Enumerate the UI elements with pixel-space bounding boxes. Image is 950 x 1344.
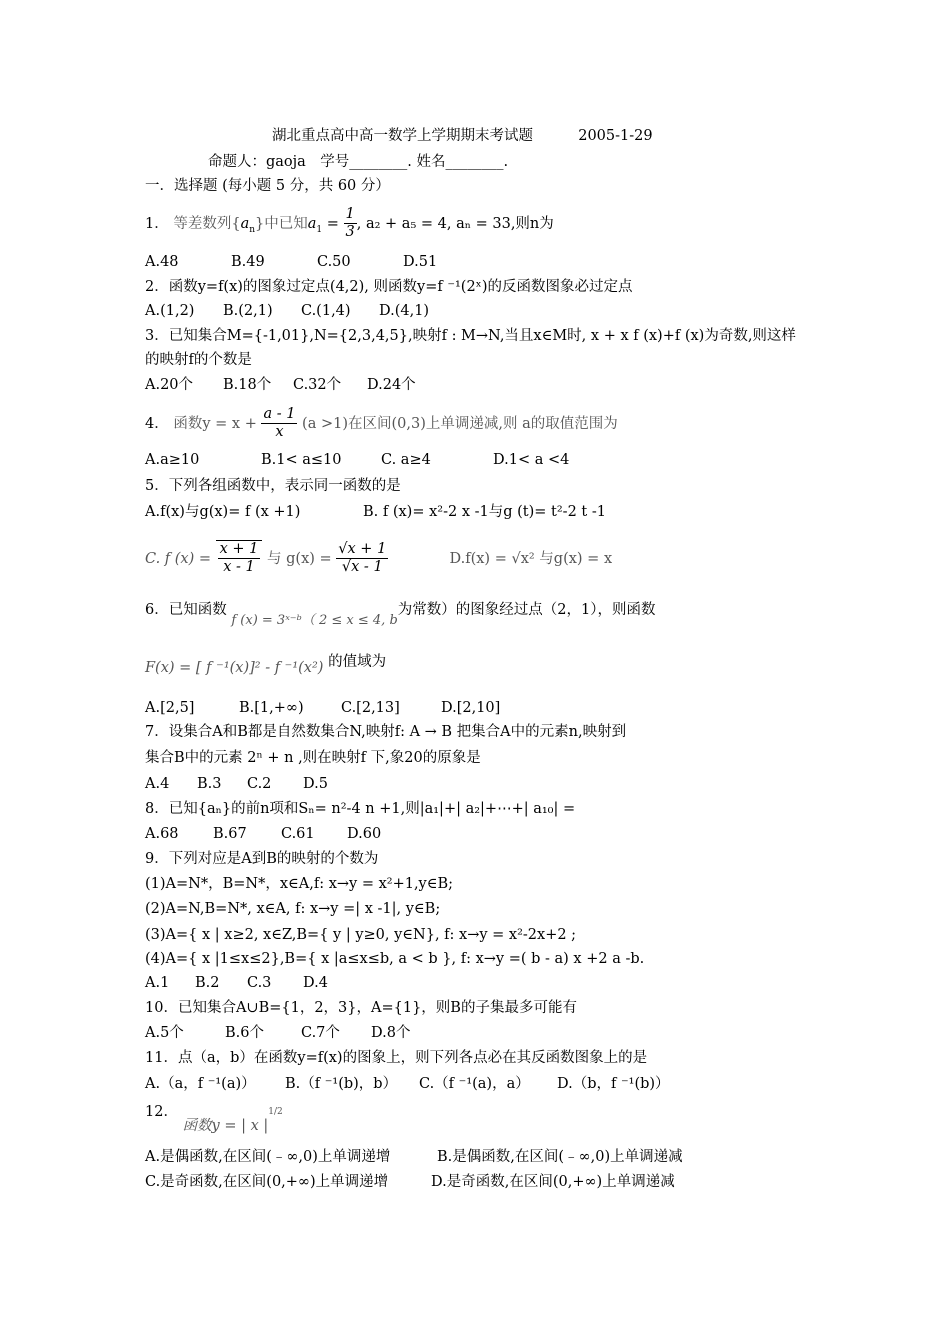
q5-c-den: x - 1 <box>223 559 255 576</box>
q1-frac-num: 1 <box>344 206 357 224</box>
question-8: 8．已知{aₙ}的前n项和Sₙ= n²-4 n +1,则|a₁|+| a₂|+⋯+| a₁₀| = <box>145 801 576 817</box>
q1-eq: = <box>322 215 344 232</box>
q9-option-b: B.2 <box>195 975 220 991</box>
q1-lead: 等差数列{ <box>173 215 241 232</box>
q5-option-a: A.f(x)与g(x)= f (x +1) <box>145 504 301 520</box>
q4-fraction <box>261 406 297 442</box>
q9-option-d: D.4 <box>303 975 328 991</box>
q9-item-2: (2)A=N,B=N*, x∈A, f: x→y =| x -1|, y∈B; <box>145 901 441 917</box>
q9-options <box>145 975 328 992</box>
q12-option-d: D.是奇函数,在区间(0,+∞)上单调递减 <box>431 1174 675 1190</box>
q7-option-a: A.4 <box>145 776 170 792</box>
q12-option-b: B.是偶函数,在区间(﹣∞,0)上单调递减 <box>437 1149 683 1165</box>
section-heading: 一．选择题 (每小题 5 分，共 60 分） <box>145 178 390 194</box>
q11-option-c: C.（f ⁻¹(a)，a） <box>419 1076 530 1092</box>
question-11: 11．点（a，b）在函数y=f(x)的图象上，则下列各点必在其反函数图象上的是 <box>145 1050 648 1066</box>
q8-option-a: A.68 <box>145 826 179 842</box>
question-7-line1: 7．设集合A和B都是自然数集合N,映射f: A → B 把集合A中的元素n,映射到 <box>145 724 627 740</box>
q1-option-d: D.51 <box>403 254 438 270</box>
q7-option-c: C.2 <box>247 776 272 792</box>
q4-frac-den: x <box>275 424 284 441</box>
q6-formula2: F(x) = [ f ⁻¹(x)]² - f ⁻¹(x²) <box>145 660 324 676</box>
q12-options-ab <box>145 1149 683 1166</box>
q11-option-b: B.（f ⁻¹(b)，b） <box>285 1076 398 1092</box>
q8-option-d: D.60 <box>347 826 382 842</box>
question-7-line2: 集合B中的元素 2ⁿ + n ,则在映射f 下,象20的原象是 <box>145 750 481 766</box>
q5-c-num: x + 1 <box>218 541 261 559</box>
q12-option-a: A.是偶函数,在区间(﹣∞,0)上单调递增 <box>145 1149 391 1165</box>
q7-options <box>145 776 328 793</box>
q8-option-c: C.61 <box>281 826 315 842</box>
q9-item-4: (4)A={ x |1≤x≤2},B={ x |a≤x≤b, a < b }, f: x→y =( b - a) x +2 a -b. <box>145 951 645 967</box>
question-3-line1: 3．已知集合M={-1,01},N={2,3,4,5},映射f : M→N,当且x∈M时, x + x f (x)+f (x)为奇数,则这样 <box>145 328 796 344</box>
q6-tail: 为常数）的图象经过点（2，1），则函数 <box>397 602 656 618</box>
q8-option-b: B.67 <box>213 826 247 842</box>
q11-option-a: A.（a，f ⁻¹(a)） <box>145 1076 256 1092</box>
q6-lead: 6．已知函数 <box>145 602 227 618</box>
question-4 <box>145 406 618 442</box>
question-5: 5．下列各组函数中，表示同一函数的是 <box>145 478 401 494</box>
q1-rest: , a₂ + a₅ = 4, aₙ = 33,则n为 <box>356 215 554 232</box>
q6-line2 <box>145 654 387 676</box>
q4-option-b: B.1< a≤10 <box>261 452 342 468</box>
q10-option-d: D.8个 <box>371 1025 411 1041</box>
q4-options <box>145 452 569 469</box>
q12-formula: 函数y = | x | <box>182 1118 269 1134</box>
q1-fraction <box>344 206 357 242</box>
author-line: 命题人：gaoja 学号________. 姓名________. <box>208 154 509 170</box>
q6-option-d: D.[2,10] <box>441 700 501 716</box>
q5-options-ab <box>145 504 606 521</box>
q6-tail2: 的值域为 <box>323 654 387 670</box>
q4-option-a: A.a≥10 <box>145 452 200 468</box>
q10-options <box>145 1025 410 1042</box>
question-9: 9．下列对应是A到B的映射的个数为 <box>145 851 379 867</box>
q6-option-a: A.[2,5] <box>145 700 195 716</box>
q11-options <box>145 1076 670 1093</box>
q5-option-c-fraction2 <box>336 541 388 577</box>
q2-options <box>145 303 429 320</box>
q3-option-d: D.24个 <box>367 377 416 393</box>
q6-options <box>145 700 500 717</box>
q1-option-a: A.48 <box>145 254 179 270</box>
q6-option-b: B.[1,+∞) <box>239 700 304 716</box>
q7-option-b: B.3 <box>197 776 222 792</box>
q9-option-a: A.1 <box>145 975 170 991</box>
q2-option-c: C.(1,4) <box>301 303 351 319</box>
page-title <box>272 128 653 145</box>
q4-frac-num: a - 1 <box>261 406 297 424</box>
q1-option-c: C.50 <box>317 254 351 270</box>
q4-number: 4． <box>145 415 169 432</box>
q7-option-d: D.5 <box>303 776 328 792</box>
q4-option-c: C. a≥4 <box>381 452 431 468</box>
q4-lead: 函数y = x + <box>173 415 262 432</box>
q10-option-c: C.7个 <box>301 1025 340 1041</box>
q6-option-c: C.[2,13] <box>341 700 400 716</box>
q1-an: a <box>240 215 250 232</box>
question-2: 2．函数y=f(x)的图象过定点(4,2), 则函数y=f ⁻¹(2ˣ)的反函数图象必过定点 <box>145 279 633 295</box>
q5-option-c-fraction <box>218 541 261 577</box>
q5-option-d: D.f(x) = √x² 与g(x) = x <box>449 550 613 567</box>
q3-option-c: C.32个 <box>293 377 342 393</box>
q4-rest: (a >1)在区间(0,3)上单调递减,则 a的取值范围为 <box>297 415 618 432</box>
q5-c-num2: √x + 1 <box>336 541 388 559</box>
question-10: 10．已知集合A∪B={1，2，3}，A={1}，则B的子集最多可能有 <box>145 1000 577 1016</box>
q5-option-c-lead: C. f (x) = <box>145 550 216 567</box>
q11-option-d: D.（b，f ⁻¹(b)） <box>557 1076 670 1092</box>
q12-options-cd <box>145 1174 675 1191</box>
q5-option-b: B. f (x)= x²-2 x -1与g (t)= t²-2 t -1 <box>363 504 606 520</box>
q12-number: 12． <box>145 1104 178 1120</box>
exam-title: 湖北重点高中高一数学上学期期末考试题 <box>272 128 533 144</box>
q9-option-c: C.3 <box>247 975 272 991</box>
q5-c-den2: √x - 1 <box>341 559 383 576</box>
question-1: 1． 等差数列$\{a_n\}$中已知$a_1$ = $\frac{1}{3}$ , a₂ + a₅ = 4, aₙ = 33,则n为 <box>145 206 554 241</box>
q3-options <box>145 377 416 394</box>
question-6 <box>145 602 656 628</box>
q8-options <box>145 826 381 843</box>
q1-number: 1． <box>145 215 169 232</box>
q3-option-b: B.18个 <box>223 377 272 393</box>
q9-item-1: (1)A=N*，B=N*，x∈A,f: x→y = x²+1,y∈B; <box>145 876 454 892</box>
q5-option-c-mid: 与 g(x) = <box>262 550 337 567</box>
q1-options <box>145 254 437 271</box>
q2-option-b: B.(2,1) <box>223 303 273 319</box>
q12-option-c: C.是奇函数,在区间(0,+∞)上单调递增 <box>145 1174 389 1190</box>
q10-option-a: A.5个 <box>145 1025 184 1041</box>
q1-a1: a <box>307 215 317 232</box>
q2-option-d: D.(4,1) <box>379 303 430 319</box>
question-12 <box>145 1104 283 1134</box>
exam-date: 2005-1-29 <box>578 128 653 144</box>
q6-formula: f (x) = 3ˣ⁻ᵇ（ 2 ≤ x ≤ 4, b <box>231 613 398 628</box>
q12-exponent: 1/2 <box>268 1107 283 1117</box>
q9-item-3: (3)A={ x | x≥2, x∈Z,B={ y | y≥0, y∈N}, f: x→y = x²-2x+2 ; <box>145 927 577 943</box>
q2-option-a: A.(1,2) <box>145 303 195 319</box>
q1-mid: }中已知 <box>255 215 308 232</box>
q3-option-a: A.20个 <box>145 377 194 393</box>
q1-frac-den: 3 <box>345 224 355 241</box>
q4-option-d: D.1< a <4 <box>493 452 570 468</box>
question-3-line2: 的映射f的个数是 <box>145 352 252 368</box>
q5-options-cd <box>145 540 612 577</box>
q1-option-b: B.49 <box>231 254 265 270</box>
q10-option-b: B.6个 <box>225 1025 264 1041</box>
